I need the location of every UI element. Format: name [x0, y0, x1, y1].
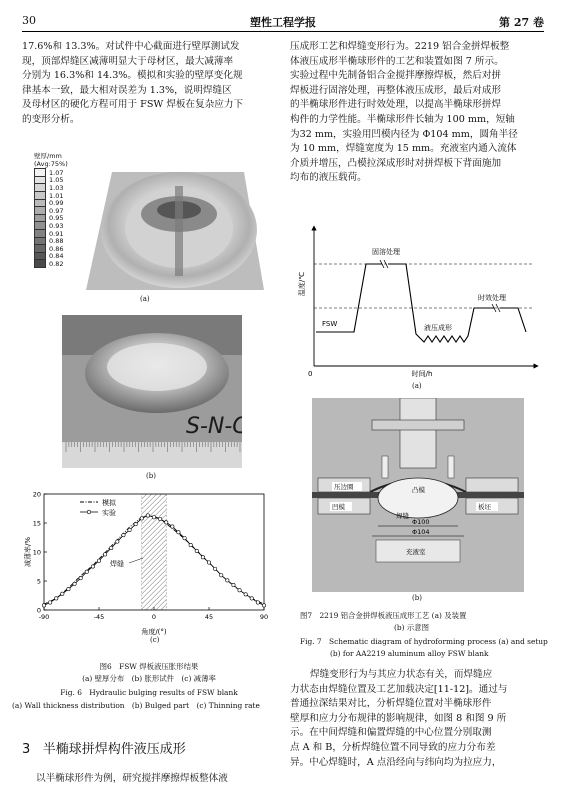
solution-label: 固溶处理 — [372, 248, 400, 256]
weld-line-shape — [175, 186, 183, 276]
die-label: 凹模 — [332, 503, 345, 511]
right-bottom-paragraph — [290, 668, 544, 770]
y-axis-label: 减薄率/% — [24, 536, 32, 568]
x-tick-label: 45 — [204, 613, 214, 621]
exp-point — [42, 604, 45, 607]
text-line: 压成形工艺和焊缝变形行为。2219 铝合金拼焊板整 — [290, 41, 510, 52]
chamber-label: 充液室 — [406, 548, 426, 556]
aging-label: 时效处理 — [478, 294, 506, 302]
right-paragraph — [290, 40, 544, 186]
left-paragraph — [22, 40, 276, 128]
fig7b-label: (b) — [412, 594, 422, 602]
exp-point — [134, 522, 137, 525]
plate-label: 板坯 — [478, 503, 491, 511]
x-tick-label: -45 — [93, 613, 105, 621]
legend-row — [34, 260, 78, 268]
chart-legend — [80, 498, 117, 517]
y-tick-label: 10 — [32, 548, 41, 557]
text-line: 为 10 mm，焊缝宽度为 15 mm。充液室内通入流体 — [290, 143, 517, 155]
text-line: 介质并增压，凸模拉深成形时对拼焊板下背面施加 — [290, 157, 502, 169]
bulged-part-photo — [62, 315, 242, 468]
exp-point — [146, 514, 149, 517]
text-line: 均布的液压载荷。 — [290, 172, 367, 184]
process-diagram — [294, 222, 544, 380]
weld-annotation: 焊缝 — [110, 560, 124, 568]
exp-point — [165, 521, 168, 524]
exp-point — [244, 593, 247, 596]
text-line: 普通拉深结果对比，分析焊缝位置对半椭球形件 — [290, 698, 492, 710]
d100-label: Φ100 — [412, 518, 430, 526]
fig7-caption-en: Fig. 7 Schematic diagram of hydroforming process (a) and setup — [300, 637, 548, 646]
exp-point — [256, 601, 259, 604]
legend-swatch — [34, 259, 46, 268]
legend-value: 0.99 — [49, 199, 64, 208]
exp-point — [122, 533, 125, 536]
exp-point — [140, 517, 143, 520]
weld-label: 焊缝 — [396, 512, 409, 520]
fig7a-label: (a) — [412, 382, 422, 390]
legend-value: 0.88 — [49, 237, 64, 246]
text-line: 异。中心焊缝时，A 点沿经向与纬向均为拉应力， — [290, 756, 502, 768]
series-sim-line — [44, 515, 264, 604]
legend-subtitle: (Avg:75%) — [34, 160, 68, 168]
text-line: 及母材区的硬化方程可用于 FSW 焊板在复杂应力下 — [22, 99, 244, 111]
y-tick-label: 20 — [32, 490, 41, 499]
exp-point — [213, 567, 216, 570]
exp-point — [262, 604, 265, 607]
exp-point — [220, 574, 223, 577]
legend-value: 0.93 — [49, 221, 64, 230]
legend-title: 壁厚/mm — [34, 152, 62, 160]
fig6-caption-cn: 图6 FSW 焊板液压胀形结果 — [99, 662, 199, 671]
text-line: 焊板进行固溶处理，再整体液压成形，最后对成形 — [290, 84, 502, 96]
d104-label: Φ104 — [412, 528, 430, 536]
legend-value: 0.95 — [49, 214, 64, 223]
legend-value: 0.82 — [49, 259, 64, 268]
text-line: 17.6%和 13.3%。对试件中心截面进行壁厚测试发 — [22, 41, 240, 52]
exp-point — [226, 579, 229, 582]
forming-label: 液压成形 — [424, 324, 452, 332]
legend-value: 0.84 — [49, 252, 64, 261]
blank-holder-label: 压边圈 — [334, 483, 354, 491]
y-tick-label: 0 — [36, 606, 41, 615]
text-line: 的变形分析。 — [22, 113, 80, 125]
fig6-sub-cn: (a) 壁厚分布 (b) 胀形试件 (c) 减薄率 — [82, 674, 216, 683]
exp-point — [171, 525, 174, 528]
fsw-label: FSW — [322, 320, 338, 328]
x-tick-label: -90 — [38, 613, 50, 621]
punch-rod-shape — [400, 398, 436, 468]
exp-point — [85, 570, 88, 573]
text-line: 点 A 和 B，分析焊缝位置不同导致的应力分布差 — [290, 741, 496, 753]
exp-point — [232, 583, 235, 586]
legend-value: 1.07 — [49, 168, 64, 177]
section-heading — [22, 738, 186, 757]
exp-point — [201, 556, 204, 559]
fig7-caption-cn: 图7 2219 铝合金拼焊板液压成形工艺 (a) 及装置 — [300, 611, 467, 620]
exp-point — [177, 531, 180, 534]
text-line: 律基本一致，最大相对误差为 1.3%，说明焊缝区 — [22, 84, 232, 96]
legend-exp: 实验 — [102, 509, 116, 517]
origin-label: 0 — [308, 370, 313, 378]
text-line: 的半椭球形件进行时效处理，以提高半椭球形拼焊 — [290, 99, 502, 111]
header-rule — [22, 31, 544, 32]
x-tick-label: 90 — [259, 613, 269, 621]
fig6-caption-en: Fig. 6 Hydraulic bulging results of FSW blank — [60, 688, 238, 697]
exp-point — [189, 543, 192, 546]
text-line: 构件的力学性能。半椭球形件长轴为 100 mm，短轴 — [290, 113, 515, 125]
punch-label: 凸模 — [412, 486, 425, 494]
text-line: 示。在中间焊缝和偏置焊缝的中心位置分别取测 — [290, 727, 492, 739]
volume-label: 第 27 卷 — [499, 16, 544, 29]
exp-point — [152, 516, 155, 519]
text-line: 壁厚和应力分布规律的影响规律，如图 8 和图 9 所 — [290, 712, 507, 724]
text-line: 力状态由焊缝位置及工艺加载决定[11-12]。通过与 — [290, 683, 508, 695]
exp-point — [238, 589, 241, 592]
fig6-sub-en: (a) Wall thickness distribution (b) Bulged part (c) Thinning rate — [12, 701, 260, 710]
text-line: 实验过程中先制备铝合金搅拌摩擦焊板，然后对拼 — [290, 70, 502, 82]
fig7a-figure — [294, 222, 544, 392]
fig6a-label: (a) — [140, 295, 150, 303]
time-axis-label: 时间/h — [411, 370, 433, 378]
text-line: 现，顶部焊缝区减薄明显大于母材区，最大减薄率 — [22, 55, 234, 67]
x-axis-label: 角度/(°) — [141, 628, 167, 636]
punch-head-shape — [378, 478, 458, 518]
exp-point — [250, 597, 253, 600]
text-line: 分别为 16.3%和 14.3%。模拟和实验的壁厚变化规 — [22, 70, 243, 82]
process-curve — [316, 264, 526, 342]
exp-point — [158, 517, 161, 520]
section-number: 3 — [22, 742, 31, 757]
text-line: 为32 mm，实验用凹模内径为 Φ104 mm，圆角半径 — [290, 128, 518, 140]
device-schematic — [312, 398, 524, 592]
exp-point — [55, 597, 58, 600]
exp-point — [183, 536, 186, 539]
exp-point — [195, 549, 198, 552]
exp-point — [73, 582, 76, 585]
exp-point — [91, 565, 94, 568]
fig7-caption-en2: (b) for AA2219 aluminum alloy FSW blank — [330, 649, 489, 658]
exp-point — [103, 553, 106, 556]
y-tick-label: 5 — [36, 577, 41, 586]
legend-value: 0.91 — [49, 229, 64, 238]
exp-point — [110, 546, 113, 549]
exp-point — [79, 576, 82, 579]
fig7-caption-cn2: (b) 示意图 — [394, 623, 430, 632]
text-line: 以半椭球形件为例，研究搅拌摩擦焊板整体液 — [36, 773, 228, 784]
page-number: 30 — [22, 14, 36, 27]
exp-point — [207, 561, 210, 564]
fig6b-label: (b) — [146, 472, 156, 480]
fig6c-figure — [22, 488, 276, 650]
section-title: 半椭球拼焊构件液压成形 — [42, 742, 186, 757]
text-line: 焊缝变形行为与其应力状态有关，而焊缝应 — [310, 669, 493, 680]
exp-point — [128, 528, 131, 531]
text-line: 体液压成形半椭球形件的工艺和装置如图 7 所示。 — [290, 55, 504, 67]
contour-legend — [34, 152, 78, 268]
legend-value: 0.86 — [49, 244, 64, 253]
fig6a-figure — [34, 152, 264, 312]
fig7b-figure — [312, 398, 524, 608]
exp-point — [116, 540, 119, 543]
legend-value: 1.03 — [49, 183, 64, 192]
y-tick-label: 15 — [32, 519, 41, 528]
temp-axis-label: 温度/℃ — [298, 271, 306, 297]
legend-sim: 模拟 — [102, 499, 116, 507]
legend-value: 0.97 — [49, 206, 64, 215]
legend-value: 1.01 — [49, 191, 64, 200]
legend-value: 1.05 — [49, 176, 64, 185]
thinning-rate-chart — [22, 488, 276, 638]
x-tick-label: 0 — [151, 613, 157, 621]
fig6b-figure — [62, 315, 242, 485]
journal-title: 塑性工程学报 — [250, 16, 316, 29]
exp-point — [97, 559, 100, 562]
handwritten-mark: S-N-C — [186, 414, 242, 439]
fig6c-label: (c) — [150, 636, 160, 644]
left-bottom-paragraph — [36, 772, 276, 787]
exp-point — [48, 601, 51, 604]
exp-point — [67, 587, 70, 590]
exp-point — [61, 592, 64, 595]
